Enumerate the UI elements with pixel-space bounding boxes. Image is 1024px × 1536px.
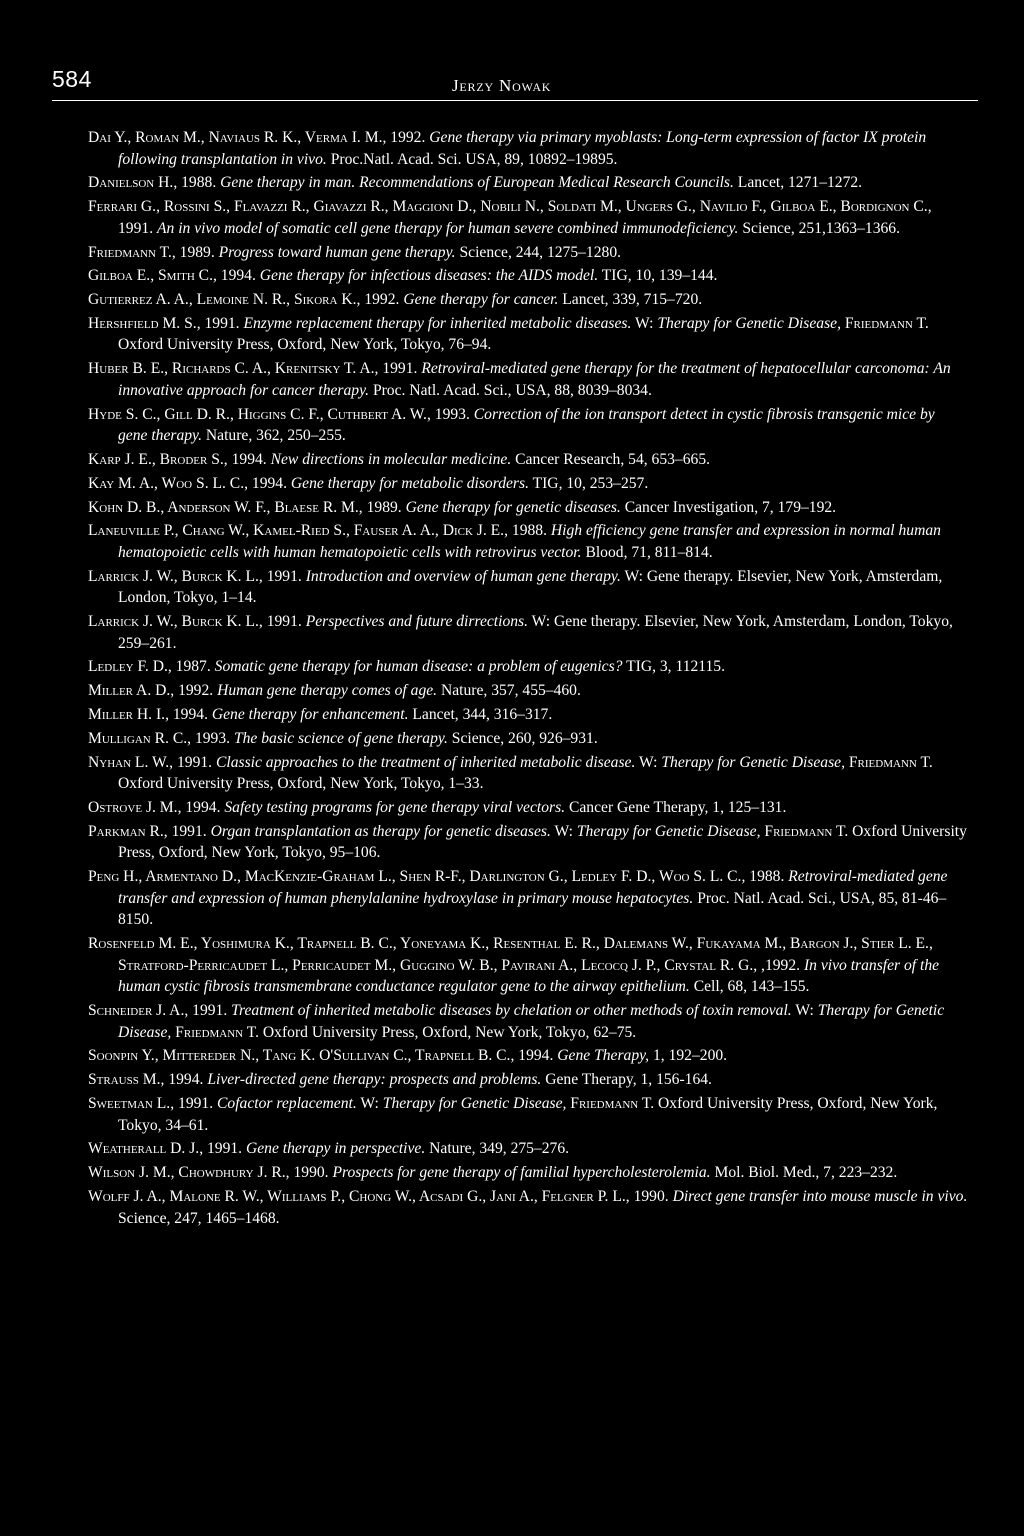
reference-authors: Larrick J. W., Burck K. L.: [88, 567, 259, 585]
reference-source: Cancer Gene Therapy, 1, 125–131.: [568, 798, 787, 816]
reference-source-prefix: W:: [634, 314, 658, 332]
reference-authors: Hyde S. C., Gill D. R., Higgins C. F., Cuthbert A. W.: [88, 405, 427, 423]
reference-entry: Mulligan R. C., 1993. The basic science of gene therapy. Science, 260, 926–931.: [88, 729, 598, 747]
reference-title: Perspectives and future dirrections.: [305, 613, 529, 631]
reference-year: 1994.: [185, 798, 221, 816]
reference-year: 1991.: [192, 1002, 228, 1020]
reference-authors: Wilson J. M., Chowdhury J. R.: [88, 1164, 286, 1182]
reference-entry: Laneuville P., Chang W., Kamel-Ried S., Fauser A. A., Dick J. E., 1988. High efficiency gene transfer and expression in normal human hematopoietic cells with human hematopoietic cells with retrovirus vector. Blood, 71, 811–814.: [88, 522, 941, 561]
reference-source: TIG, 10, 253–257.: [532, 474, 649, 492]
reference-year: 1994.: [168, 1071, 204, 1089]
reference-source: Gene Therapy, 1, 156-164.: [545, 1071, 712, 1089]
reference-authors: Weatherall D. J.: [88, 1140, 200, 1158]
reference-title: Retroviral-mediated gene therapy for the treatment of hepatocellular carconoma: An innovative approach for cancer therapy.: [118, 360, 951, 399]
reference-entry: Friedmann T., 1989. Progress toward human gene therapy. Science, 244, 1275–1280.: [88, 243, 622, 261]
reference-editor: Friedmann T.: [844, 753, 933, 771]
reference-authors: Ledley F. D.: [88, 658, 168, 676]
reference-source: Cell, 68, 143–155.: [693, 978, 810, 996]
reference-authors: Strauss M.: [88, 1071, 161, 1089]
reference-entry: Danielson H., 1988. Gene therapy in man. Recommendations of European Medical Research Councils. Lancet, 1271–1272.: [88, 174, 863, 192]
reference-year: 1989.: [179, 243, 215, 261]
reference-title: An in vivo model of somatic cell gene therapy for human severe combined immunodeficiency.: [157, 219, 739, 237]
reference-year: 1994.: [251, 474, 287, 492]
reference-source: Proc. Natl. Acad. Sci., USA, 88, 8039–8034.: [372, 381, 652, 399]
reference-source: Nature, 357, 455–460.: [440, 682, 581, 700]
reference-source: W: Gene therapy. Elsevier, New York, Amsterdam, London, Tokyo, 1–14.: [118, 567, 943, 607]
reference-source: Blood, 71, 811–814.: [585, 543, 713, 561]
reference-title: Progress toward human gene therapy.: [218, 243, 456, 261]
reference-authors: Wolff J. A., Malone R. W., Williams P., Chong W., Acsadi G., Jani A., Felgner P. L.: [88, 1187, 626, 1205]
header-rule: [52, 100, 978, 101]
reference-year: 1994.: [220, 267, 256, 285]
reference-title: Gene therapy for enhancement.: [211, 706, 409, 724]
reference-entry: Rosenfeld M. E., Yoshimura K., Trapnell B. C., Yoneyama K., Resenthal E. R., Dalemans W., Fukayama M., Bargon J., Stier L. E., Stratford-Perricaudet L., Perricaudet M., Guggino W. B., Pavirani A., Lecocq J. P., Crystal R. G., ,1992. In vivo transfer of the human cystic fibrosis transmembrane conductance regulator gene to the airway epithelium. Cell, 68, 143–155.: [88, 935, 940, 996]
reference-title: Retroviral-mediated gene transfer and expression of human phenylalanine hydroxylase in primary mouse hepatocytes.: [118, 868, 948, 907]
reference-source-prefix: W:: [638, 753, 662, 771]
reference-source: Science, 260, 926–931.: [451, 729, 598, 747]
reference-year: 1993.: [434, 405, 470, 423]
reference-entry: Ledley F. D., 1987. Somatic gene therapy for human disease: a problem of eugenics? TIG, 3, 112115.: [88, 658, 726, 676]
reference-year: 1991.: [178, 1095, 214, 1112]
reference-year: 1991.: [176, 753, 213, 771]
reference-authors: Peng H., Armentano D., MacKenzie-Graham L., Shen R-F., Darlington G., Ledley F. D., Woo S. L. C.: [88, 868, 742, 886]
reference-entry: Strauss M., 1994. Liver-directed gene therapy: prospects and problems. Gene Therapy, 1, 156-164.: [88, 1071, 712, 1089]
reference-entry: Kay M. A., Woo S. L. C., 1994. Gene therapy for metabolic disorders. TIG, 10, 253–257.: [88, 474, 649, 492]
reference-source: TIG, 10, 139–144.: [601, 267, 718, 285]
reference-year: 1991.: [206, 1140, 243, 1158]
reference-title: Gene therapy in man. Recommendations of European Medical Research Councils.: [220, 174, 734, 192]
reference-title: Gene Therapy,: [557, 1047, 650, 1065]
reference-year: 1992.: [390, 129, 426, 146]
reference-entry: Sweetman L., 1991. Cofactor replacement. W: Therapy for Genetic Disease, Friedmann T. Oxford University Press, Oxford, New York, Tokyo, 34–61.: [88, 1095, 938, 1134]
reference-title: Somatic gene therapy for human disease: a problem of eugenics?: [214, 658, 623, 676]
reference-entry: Larrick J. W., Burck K. L., 1991. Introduction and overview of human gene therapy. W: Gene therapy. Elsevier, New York, Amsterdam, London, Tokyo, 1–14.: [88, 567, 943, 607]
reference-authors: Nyhan L. W.: [88, 753, 170, 771]
reference-source-prefix: W:: [360, 1095, 383, 1112]
reference-authors: Gilboa E., Smith C.: [88, 267, 213, 285]
reference-source: Oxford University Press, Oxford, New York, Tokyo, 95–106.: [118, 822, 967, 862]
reference-book-title: Therapy for Genetic Disease,: [576, 822, 761, 840]
reference-source: Science, 251,1363–1366.: [742, 219, 900, 237]
reference-title: Organ transplantation as therapy for genetic diseases.: [210, 822, 551, 840]
reference-year: 1992.: [178, 682, 214, 700]
reference-entry: Peng H., Armentano D., MacKenzie-Graham L., Shen R-F., Darlington G., Ledley F. D., Woo S. L. C., 1988. Retroviral-mediated gene transfer and expression of human phenylalanine hydroxylase in primary mouse hepatocytes. Proc. Natl. Acad. Sci., USA, 85, 81-46–8150.: [88, 868, 948, 929]
reference-entry: Huber B. E., Richards C. A., Krenitsky T. A., 1991. Retroviral-mediated gene therapy for the treatment of hepatocellular carconoma: An innovative approach for cancer therapy. Proc. Natl. Acad. Sci., USA, 88, 8039–8034.: [88, 360, 951, 399]
reference-authors: Mulligan R. C.: [88, 729, 188, 747]
reference-year: 1992.: [364, 291, 400, 309]
reference-entry: Weatherall D. J., 1991. Gene therapy in perspective. Nature, 349, 275–276.: [88, 1140, 570, 1158]
reference-source: 1, 192–200.: [652, 1047, 728, 1065]
reference-authors: Soonpin Y., Mittereder N., Tang K. O'Sullivan C., Trapnell B. C.: [88, 1047, 511, 1065]
reference-entry: Hyde S. C., Gill D. R., Higgins C. F., Cuthbert A. W., 1993. Correction of the ion transport detect in cystic fibrosis transgenic mice by gene therapy. Nature, 362, 250–255.: [88, 405, 935, 445]
reference-source: W: Gene therapy. Elsevier, New York, Amsterdam, London, Tokyo, 259–261.: [118, 613, 953, 652]
reference-authors: Dai Y., Roman M., Naviaus R. K., Verma I. M.: [88, 129, 383, 146]
reference-year: 1994.: [172, 706, 208, 724]
reference-editor: Friedmann T.: [760, 822, 849, 840]
reference-list: [88, 127, 968, 1231]
reference-authors: Parkman R.: [88, 822, 164, 840]
reference-entry: Schneider J. A., 1991. Treatment of inherited metabolic diseases by chelation or other methods of toxin removal. W: Therapy for Genetic Disease, Friedmann T. Oxford University Press, Oxford, New York, Tokyo, 62–75.: [88, 1002, 945, 1041]
reference-source-prefix: W:: [554, 822, 577, 840]
reference-authors: Hershfield M. S.: [88, 314, 197, 332]
reference-book-title: Therapy for Genetic Disease,: [382, 1095, 567, 1112]
reference-authors: Huber B. E., Richards C. A., Krenitsky T. A.: [88, 360, 375, 378]
reference-source: Oxford University Press, Oxford, New York, Tokyo, 62–75.: [259, 1023, 637, 1041]
reference-title: Gene therapy for metabolic disorders.: [290, 474, 529, 492]
reference-entry: Nyhan L. W., 1991. Classic approaches to the treatment of inherited metabolic disease. W: Therapy for Genetic Disease, Friedmann T. Oxford University Press, Oxford, New York, Tokyo, 1–33.: [88, 753, 933, 793]
reference-source: Proc. Natl. Acad. Sci., USA, 85, 81-46–8150.: [118, 889, 947, 929]
reference-authors: Miller A. D.: [88, 682, 171, 700]
reference-year: 1988.: [181, 174, 217, 192]
reference-title: The basic science of gene therapy.: [233, 729, 448, 747]
reference-source: Mol. Biol. Med., 7, 223–232.: [714, 1164, 898, 1182]
reference-year: 1993.: [194, 729, 231, 747]
reference-year: 1991.: [118, 219, 154, 237]
reference-entry: Wilson J. M., Chowdhury J. R., 1990. Prospects for gene therapy of familial hypercholesterolemia. Mol. Biol. Med., 7, 223–232.: [88, 1164, 898, 1182]
reference-entry: Ferrari G., Rossini S., Flavazzi R., Giavazzi R., Maggioni D., Nobili N., Soldati M., Ungers G., Navilio F., Gilboa E., Bordignon C., 1991. An in vivo model of somatic cell gene therapy for human severe combined immunodeficiency. Science, 251,1363–1366.: [88, 198, 932, 237]
reference-authors: Karp J. E., Broder S.: [88, 451, 224, 468]
reference-source: Cancer Investigation, 7, 179–192.: [624, 498, 837, 516]
reference-title: Correction of the ion transport detect in cystic fibrosis transgenic mice by gene therapy.: [118, 405, 935, 445]
reference-source: Nature, 349, 275–276.: [429, 1140, 570, 1158]
reference-title: Prospects for gene therapy of familial hypercholesterolemia.: [332, 1164, 711, 1182]
reference-title: Cofactor replacement.: [217, 1095, 357, 1112]
reference-editor: Friedmann T.: [566, 1095, 655, 1112]
reference-entry: Miller A. D., 1992. Human gene therapy comes of age. Nature, 357, 455–460.: [88, 682, 581, 700]
page-number: 584: [52, 66, 92, 92]
reference-book-title: Therapy for Genetic Disease,: [661, 753, 845, 771]
reference-title: Gene therapy for genetic diseases.: [405, 498, 621, 516]
reference-year: 1988.: [749, 868, 785, 886]
reference-title: Gene therapy for infectious diseases: the AIDS model.: [259, 267, 599, 285]
reference-title: Enzyme replacement therapy for inherited metabolic diseases.: [243, 314, 632, 332]
reference-year: 1988.: [511, 522, 547, 540]
reference-title: Introduction and overview of human gene therapy.: [305, 567, 621, 585]
reference-year: 1987.: [175, 658, 211, 676]
reference-authors: Sweetman L.: [88, 1095, 171, 1112]
reference-entry: Wolff J. A., Malone R. W., Williams P., Chong W., Acsadi G., Jani A., Felgner P. L., 1990. Direct gene transfer into mouse muscle in vivo. Science, 247, 1465–1468.: [88, 1187, 968, 1227]
reference-year: 1990.: [633, 1187, 669, 1205]
reference-entry: Karp J. E., Broder S., 1994. New directions in molecular medicine. Cancer Research, 54, 653–665.: [88, 451, 711, 468]
reference-title: Treatment of inherited metabolic diseases by chelation or other methods of toxin removal.: [231, 1002, 792, 1020]
reference-editor: Friedmann T.: [840, 314, 929, 332]
reference-source: Science, 244, 1275–1280.: [459, 243, 622, 261]
reference-title: Direct gene transfer into mouse muscle in vivo.: [672, 1187, 968, 1205]
reference-source: Lancet, 1271–1272.: [737, 174, 863, 192]
reference-book-title: Therapy for Genetic Disease,: [657, 314, 841, 332]
reference-entry: Gilboa E., Smith C., 1994. Gene therapy for infectious diseases: the AIDS model. TIG, 10, 139–144.: [88, 267, 718, 285]
reference-source: TIG, 3, 112115.: [626, 658, 726, 676]
reference-source: Lancet, 339, 715–720.: [562, 291, 703, 309]
reference-entry: Kohn D. B., Anderson W. F., Blaese R. M., 1989. Gene therapy for genetic diseases. Cancer Investigation, 7, 179–192.: [88, 498, 837, 516]
page-header: [52, 66, 978, 106]
reference-source: Oxford University Press, Oxford, New York, Tokyo, 34–61.: [118, 1095, 938, 1134]
reference-authors: Miller H. I.: [88, 706, 166, 724]
reference-title: High efficiency gene transfer and expression in normal human hematopoietic cells with human hematopoietic cells with retrovirus vector.: [118, 522, 941, 561]
reference-year: ,1992.: [761, 956, 801, 974]
reference-source: Cancer Research, 54, 653–665.: [515, 451, 711, 468]
reference-book-title: Therapy for Genetic Disease,: [118, 1002, 945, 1041]
reference-title: Gene therapy via primary myoblasts: Long-term expression of factor IX protein following transplantation in vivo.: [118, 129, 927, 168]
reference-year: 1991.: [266, 567, 302, 585]
reference-title: Safety testing programs for gene therapy viral vectors.: [224, 798, 566, 816]
reference-title: Human gene therapy comes of age.: [217, 682, 438, 700]
reference-source: Science, 247, 1465–1468.: [118, 1209, 280, 1227]
reference-editor: Friedmann T.: [171, 1023, 260, 1041]
reference-source: Nature, 362, 250–255.: [205, 427, 346, 445]
reference-entry: Parkman R., 1991. Organ transplantation as therapy for genetic diseases. W: Therapy for Genetic Disease, Friedmann T. Oxford University Press, Oxford, New York, Tokyo, 95–106.: [88, 822, 967, 862]
reference-authors: Gutierrez A. A., Lemoine N. R., Sikora K.: [88, 291, 357, 309]
reference-entry: Dai Y., Roman M., Naviaus R. K., Verma I. M., 1992. Gene therapy via primary myoblasts: Long-term expression of factor IX protein following transplantation in vivo. Proc.Natl. Acad. Sci. USA, 89, 10892–19895.: [88, 129, 927, 168]
reference-title: New directions in molecular medicine.: [270, 451, 512, 468]
reference-year: 1989.: [366, 498, 402, 516]
running-title: Jerzy Nowak: [452, 76, 552, 95]
reference-authors: Friedmann T.: [88, 243, 172, 261]
reference-year: 1990.: [293, 1164, 329, 1182]
reference-authors: Ferrari G., Rossini S., Flavazzi R., Giavazzi R., Maggioni D., Nobili N., Soldati M., Ungers G., Navilio F., Gilboa E., Bordignon C.: [88, 198, 928, 216]
reference-authors: Kay M. A., Woo S. L. C.: [88, 474, 245, 492]
reference-source: Lancet, 344, 316–317.: [412, 706, 553, 724]
reference-year: 1994.: [518, 1047, 554, 1065]
reference-title: Gene therapy for cancer.: [403, 291, 559, 309]
reference-year: 1991.: [204, 314, 240, 332]
reference-authors: Schneider J. A.: [88, 1002, 185, 1020]
reference-year: 1991.: [171, 822, 207, 840]
reference-title: Liver-directed gene therapy: prospects and problems.: [207, 1071, 542, 1089]
reference-authors: Kohn D. B., Anderson W. F., Blaese R. M.: [88, 498, 359, 516]
reference-authors: Ostrove J. M.: [88, 798, 178, 816]
reference-source: Proc.Natl. Acad. Sci. USA, 89, 10892–19895.: [330, 150, 618, 168]
reference-entry: Hershfield M. S., 1991. Enzyme replacement therapy for inherited metabolic diseases. W: Therapy for Genetic Disease, Friedmann T. Oxford University Press, Oxford, New York, Tokyo, 76–94.: [88, 314, 929, 354]
reference-source-prefix: W:: [795, 1002, 818, 1020]
reference-entry: Ostrove J. M., 1994. Safety testing programs for gene therapy viral vectors. Cancer Gene Therapy, 1, 125–131.: [88, 798, 787, 816]
reference-year: 1994.: [231, 451, 267, 468]
reference-title: In vivo transfer of the human cystic fibrosis transmembrane conductance regulator gene to the airway epithelium.: [118, 956, 940, 996]
reference-title: Gene therapy in perspective.: [245, 1140, 426, 1158]
reference-source: Oxford University Press, Oxford, New York, Tokyo, 1–33.: [118, 775, 484, 793]
reference-authors: Laneuville P., Chang W., Kamel-Ried S., Fauser A. A., Dick J. E.: [88, 522, 505, 540]
reference-entry: Miller H. I., 1994. Gene therapy for enhancement. Lancet, 344, 316–317.: [88, 706, 553, 724]
reference-entry: Gutierrez A. A., Lemoine N. R., Sikora K., 1992. Gene therapy for cancer. Lancet, 339, 715–720.: [88, 291, 703, 309]
reference-year: 1991.: [382, 360, 418, 378]
reference-entry: Larrick J. W., Burck K. L., 1991. Perspectives and future dirrections. W: Gene therapy. Elsevier, New York, Amsterdam, London, Tokyo, 259–261.: [88, 613, 953, 652]
reference-authors: Danielson H.: [88, 174, 174, 192]
reference-authors: Rosenfeld M. E., Yoshimura K., Trapnell B. C., Yoneyama K., Resenthal E. R., Dalemans W., Fukayama M., Bargon J., Stier L. E., Stratford-Perricaudet L., Perricaudet M., Guggino W. B., Pavirani A., Lecocq J. P., Crystal R. G.: [88, 935, 933, 974]
reference-source: Oxford University Press, Oxford, New York, Tokyo, 76–94.: [118, 336, 492, 354]
reference-entry: Soonpin Y., Mittereder N., Tang K. O'Sullivan C., Trapnell B. C., 1994. Gene Therapy, 1, 192–200.: [88, 1047, 728, 1065]
reference-title: Classic approaches to the treatment of inherited metabolic disease.: [215, 753, 636, 771]
reference-authors: Larrick J. W., Burck K. L.: [88, 613, 259, 631]
reference-year: 1991.: [266, 613, 302, 631]
